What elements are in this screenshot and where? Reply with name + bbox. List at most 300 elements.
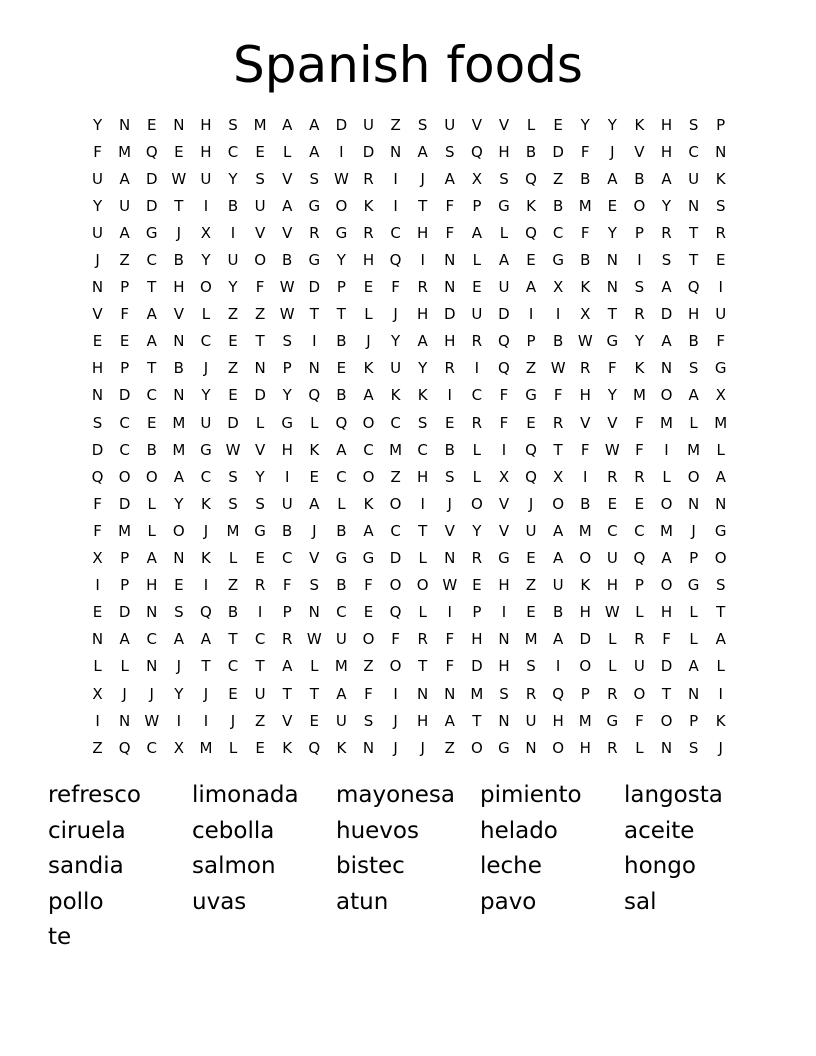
- grid-cell[interactable]: Y: [174, 684, 184, 703]
- grid-cell[interactable]: M: [714, 413, 728, 432]
- grid-cell[interactable]: P: [120, 576, 130, 595]
- grid-cell[interactable]: H: [498, 576, 510, 595]
- grid-cell[interactable]: B: [282, 521, 293, 540]
- grid-cell[interactable]: T: [336, 305, 346, 324]
- grid-cell[interactable]: E: [119, 332, 130, 351]
- grid-cell[interactable]: I: [257, 603, 263, 622]
- grid-cell[interactable]: H: [417, 305, 429, 324]
- grid-cell[interactable]: I: [718, 684, 723, 703]
- grid-cell[interactable]: L: [689, 603, 698, 622]
- grid-cell[interactable]: E: [255, 142, 265, 161]
- grid-cell[interactable]: L: [147, 521, 156, 540]
- grid-cell[interactable]: A: [661, 278, 672, 297]
- grid-cell[interactable]: K: [580, 576, 591, 595]
- grid-cell[interactable]: Z: [553, 169, 564, 188]
- grid-cell[interactable]: W: [306, 630, 322, 649]
- grid-cell[interactable]: S: [417, 413, 428, 432]
- grid-cell[interactable]: H: [281, 440, 293, 459]
- grid-cell[interactable]: D: [145, 169, 158, 188]
- grid-cell[interactable]: N: [444, 278, 456, 297]
- grid-cell[interactable]: D: [552, 142, 564, 161]
- grid-cell[interactable]: L: [635, 603, 644, 622]
- grid-cell[interactable]: C: [227, 142, 239, 161]
- grid-cell[interactable]: C: [200, 332, 212, 351]
- grid-cell[interactable]: S: [228, 494, 238, 513]
- grid-cell[interactable]: L: [472, 440, 482, 459]
- grid-cell[interactable]: F: [364, 576, 373, 595]
- grid-cell[interactable]: P: [689, 549, 699, 568]
- grid-cell[interactable]: Y: [472, 521, 482, 540]
- grid-cell[interactable]: R: [661, 223, 672, 242]
- grid-cell[interactable]: I: [501, 440, 507, 459]
- grid-cell[interactable]: K: [363, 196, 374, 215]
- grid-cell[interactable]: G: [498, 196, 510, 215]
- grid-cell[interactable]: S: [174, 603, 184, 622]
- grid-cell[interactable]: U: [362, 115, 374, 134]
- grid-cell[interactable]: N: [687, 494, 700, 513]
- grid-cell[interactable]: Z: [254, 305, 266, 324]
- grid-cell[interactable]: O: [362, 413, 375, 432]
- grid-cell[interactable]: A: [688, 386, 699, 405]
- grid-cell[interactable]: O: [660, 386, 673, 405]
- grid-cell[interactable]: P: [282, 359, 292, 378]
- grid-cell[interactable]: Y: [228, 169, 238, 188]
- grid-cell[interactable]: W: [577, 332, 593, 351]
- grid-cell[interactable]: Z: [227, 305, 239, 324]
- grid-cell[interactable]: I: [95, 576, 100, 595]
- grid-cell[interactable]: O: [389, 494, 402, 513]
- grid-cell[interactable]: Z: [525, 576, 537, 595]
- grid-cell[interactable]: J: [718, 738, 723, 757]
- grid-cell[interactable]: X: [498, 467, 510, 486]
- grid-cell[interactable]: R: [607, 738, 618, 757]
- grid-cell[interactable]: S: [526, 657, 536, 676]
- grid-cell[interactable]: E: [472, 278, 482, 297]
- grid-cell[interactable]: J: [203, 521, 209, 540]
- grid-cell[interactable]: A: [119, 223, 130, 242]
- grid-cell[interactable]: X: [92, 684, 103, 703]
- grid-cell[interactable]: C: [607, 521, 618, 540]
- grid-cell[interactable]: T: [228, 630, 238, 649]
- grid-cell[interactable]: T: [472, 711, 482, 730]
- grid-cell[interactable]: A: [417, 332, 428, 351]
- grid-cell[interactable]: V: [471, 115, 482, 134]
- grid-cell[interactable]: U: [606, 549, 618, 568]
- grid-cell[interactable]: I: [393, 684, 398, 703]
- grid-cell[interactable]: T: [716, 603, 726, 622]
- grid-cell[interactable]: S: [688, 738, 699, 757]
- grid-cell[interactable]: K: [201, 549, 211, 568]
- grid-cell[interactable]: I: [203, 576, 209, 595]
- grid-cell[interactable]: D: [254, 386, 266, 405]
- grid-cell[interactable]: G: [335, 549, 348, 568]
- grid-cell[interactable]: O: [633, 196, 646, 215]
- grid-cell[interactable]: B: [173, 251, 184, 270]
- grid-cell[interactable]: J: [528, 494, 534, 513]
- grid-cell[interactable]: M: [524, 630, 538, 649]
- grid-cell[interactable]: E: [526, 549, 536, 568]
- grid-cell[interactable]: A: [309, 142, 320, 161]
- grid-cell[interactable]: B: [634, 169, 645, 188]
- grid-cell[interactable]: K: [526, 196, 536, 215]
- grid-cell[interactable]: U: [552, 576, 564, 595]
- grid-cell[interactable]: I: [555, 657, 561, 676]
- grid-cell[interactable]: R: [634, 305, 645, 324]
- grid-cell[interactable]: V: [444, 521, 455, 540]
- grid-cell[interactable]: U: [525, 521, 537, 540]
- grid-cell[interactable]: A: [688, 657, 699, 676]
- grid-cell[interactable]: H: [91, 359, 104, 378]
- grid-cell[interactable]: V: [607, 413, 618, 432]
- grid-cell[interactable]: P: [120, 549, 130, 568]
- grid-cell[interactable]: C: [363, 440, 374, 459]
- grid-cell[interactable]: C: [390, 413, 401, 432]
- grid-cell[interactable]: B: [552, 603, 564, 622]
- grid-cell[interactable]: J: [393, 738, 398, 757]
- grid-cell[interactable]: J: [176, 223, 182, 242]
- grid-cell[interactable]: N: [660, 738, 673, 757]
- grid-cell[interactable]: W: [144, 711, 160, 730]
- grid-cell[interactable]: M: [687, 440, 701, 459]
- grid-cell[interactable]: F: [499, 413, 509, 432]
- grid-cell[interactable]: O: [660, 494, 673, 513]
- grid-cell[interactable]: N: [389, 142, 402, 161]
- grid-cell[interactable]: B: [688, 332, 699, 351]
- grid-cell[interactable]: V: [173, 305, 184, 324]
- grid-cell[interactable]: Q: [687, 278, 700, 297]
- grid-cell[interactable]: K: [417, 386, 428, 405]
- grid-cell[interactable]: A: [661, 549, 672, 568]
- grid-cell[interactable]: I: [176, 711, 182, 730]
- grid-cell[interactable]: U: [633, 657, 645, 676]
- grid-cell[interactable]: C: [390, 223, 401, 242]
- grid-cell[interactable]: T: [282, 684, 292, 703]
- grid-cell[interactable]: O: [660, 711, 673, 730]
- grid-cell[interactable]: C: [471, 386, 483, 405]
- grid-cell[interactable]: R: [471, 413, 483, 432]
- grid-cell[interactable]: Q: [633, 549, 646, 568]
- grid-cell[interactable]: D: [579, 630, 592, 649]
- grid-cell[interactable]: Y: [607, 386, 617, 405]
- grid-cell[interactable]: R: [363, 223, 374, 242]
- grid-cell[interactable]: B: [580, 494, 591, 513]
- grid-cell[interactable]: C: [227, 657, 239, 676]
- grid-cell[interactable]: G: [687, 576, 700, 595]
- grid-cell[interactable]: J: [149, 684, 154, 703]
- grid-cell[interactable]: G: [362, 549, 375, 568]
- grid-cell[interactable]: Y: [174, 494, 184, 513]
- grid-cell[interactable]: N: [606, 251, 618, 270]
- grid-cell[interactable]: O: [470, 494, 483, 513]
- grid-cell[interactable]: G: [498, 738, 510, 757]
- grid-cell[interactable]: I: [447, 603, 452, 622]
- grid-cell[interactable]: F: [445, 657, 455, 676]
- grid-cell[interactable]: B: [227, 196, 239, 215]
- grid-cell[interactable]: Y: [336, 251, 346, 270]
- grid-cell[interactable]: S: [255, 169, 265, 188]
- grid-cell[interactable]: A: [525, 278, 537, 297]
- grid-cell[interactable]: U: [471, 305, 483, 324]
- grid-cell[interactable]: M: [578, 711, 592, 730]
- grid-cell[interactable]: Q: [145, 142, 158, 161]
- grid-cell[interactable]: R: [580, 359, 591, 378]
- grid-cell[interactable]: K: [715, 711, 726, 730]
- grid-cell[interactable]: U: [335, 630, 347, 649]
- grid-cell[interactable]: S: [661, 251, 672, 270]
- grid-cell[interactable]: J: [203, 684, 209, 703]
- grid-cell[interactable]: F: [580, 223, 590, 242]
- grid-cell[interactable]: R: [634, 630, 645, 649]
- grid-cell[interactable]: J: [610, 142, 615, 161]
- grid-cell[interactable]: F: [635, 440, 644, 459]
- grid-cell[interactable]: L: [716, 657, 725, 676]
- grid-cell[interactable]: L: [147, 494, 156, 513]
- grid-cell[interactable]: B: [580, 169, 591, 188]
- grid-cell[interactable]: E: [228, 386, 238, 405]
- grid-cell[interactable]: I: [203, 711, 209, 730]
- grid-cell[interactable]: R: [525, 684, 537, 703]
- grid-cell[interactable]: A: [471, 223, 482, 242]
- grid-cell[interactable]: P: [282, 603, 292, 622]
- grid-cell[interactable]: R: [417, 278, 428, 297]
- grid-cell[interactable]: J: [393, 711, 398, 730]
- grid-cell[interactable]: A: [119, 630, 130, 649]
- grid-cell[interactable]: O: [389, 657, 402, 676]
- grid-cell[interactable]: A: [146, 332, 157, 351]
- grid-cell[interactable]: E: [255, 549, 265, 568]
- grid-cell[interactable]: B: [552, 332, 564, 351]
- grid-cell[interactable]: H: [173, 278, 185, 297]
- grid-cell[interactable]: F: [445, 630, 455, 649]
- grid-cell[interactable]: A: [607, 169, 618, 188]
- grid-cell[interactable]: U: [688, 169, 700, 188]
- grid-cell[interactable]: V: [498, 521, 510, 540]
- grid-cell[interactable]: N: [362, 738, 375, 757]
- grid-cell[interactable]: Q: [470, 142, 483, 161]
- grid-cell[interactable]: D: [660, 305, 673, 324]
- grid-cell[interactable]: J: [420, 738, 425, 757]
- grid-cell[interactable]: T: [309, 684, 319, 703]
- grid-cell[interactable]: A: [119, 169, 130, 188]
- grid-cell[interactable]: L: [120, 657, 129, 676]
- grid-cell[interactable]: L: [364, 305, 373, 324]
- grid-cell[interactable]: C: [146, 386, 157, 405]
- grid-cell[interactable]: Q: [308, 738, 321, 757]
- grid-cell[interactable]: E: [526, 603, 536, 622]
- grid-cell[interactable]: P: [634, 223, 644, 242]
- grid-cell[interactable]: J: [95, 251, 100, 270]
- grid-cell[interactable]: A: [553, 521, 564, 540]
- grid-cell[interactable]: H: [417, 467, 429, 486]
- grid-cell[interactable]: M: [334, 657, 348, 676]
- grid-cell[interactable]: A: [661, 169, 672, 188]
- grid-cell[interactable]: E: [363, 603, 374, 622]
- grid-cell[interactable]: L: [418, 549, 427, 568]
- grid-cell[interactable]: B: [525, 142, 537, 161]
- grid-cell[interactable]: O: [470, 738, 483, 757]
- grid-cell[interactable]: Y: [92, 115, 103, 134]
- grid-cell[interactable]: D: [660, 657, 673, 676]
- grid-cell[interactable]: J: [393, 305, 398, 324]
- grid-cell[interactable]: L: [689, 413, 698, 432]
- grid-cell[interactable]: B: [336, 576, 347, 595]
- grid-cell[interactable]: T: [418, 657, 428, 676]
- grid-cell[interactable]: U: [254, 684, 266, 703]
- grid-cell[interactable]: V: [580, 413, 591, 432]
- grid-cell[interactable]: H: [579, 386, 591, 405]
- grid-cell[interactable]: T: [309, 305, 319, 324]
- grid-cell[interactable]: E: [526, 413, 536, 432]
- grid-cell[interactable]: X: [173, 738, 184, 757]
- grid-cell[interactable]: L: [418, 603, 427, 622]
- grid-cell[interactable]: M: [199, 738, 213, 757]
- grid-cell[interactable]: J: [312, 521, 317, 540]
- grid-cell[interactable]: O: [416, 576, 429, 595]
- grid-cell[interactable]: D: [362, 142, 375, 161]
- grid-cell[interactable]: H: [417, 223, 429, 242]
- grid-cell[interactable]: V: [282, 223, 293, 242]
- grid-cell[interactable]: S: [499, 684, 509, 703]
- grid-cell[interactable]: W: [333, 169, 349, 188]
- grid-cell[interactable]: N: [308, 359, 320, 378]
- grid-cell[interactable]: I: [339, 142, 344, 161]
- grid-cell[interactable]: O: [660, 576, 673, 595]
- grid-cell[interactable]: J: [230, 711, 236, 730]
- grid-cell[interactable]: Y: [607, 223, 617, 242]
- grid-cell[interactable]: Q: [91, 467, 104, 486]
- grid-cell[interactable]: G: [335, 223, 348, 242]
- grid-cell[interactable]: O: [579, 549, 592, 568]
- grid-cell[interactable]: U: [498, 278, 510, 297]
- grid-cell[interactable]: O: [579, 657, 592, 676]
- grid-cell[interactable]: J: [122, 684, 127, 703]
- grid-cell[interactable]: M: [172, 413, 186, 432]
- grid-cell[interactable]: R: [471, 332, 483, 351]
- grid-cell[interactable]: S: [417, 115, 428, 134]
- grid-cell[interactable]: G: [498, 549, 510, 568]
- grid-cell[interactable]: I: [420, 494, 425, 513]
- grid-cell[interactable]: H: [498, 142, 510, 161]
- grid-cell[interactable]: U: [281, 494, 293, 513]
- grid-cell[interactable]: R: [552, 413, 564, 432]
- grid-cell[interactable]: O: [633, 684, 646, 703]
- grid-cell[interactable]: M: [578, 196, 592, 215]
- grid-cell[interactable]: U: [335, 711, 347, 730]
- grid-cell[interactable]: T: [418, 196, 428, 215]
- grid-cell[interactable]: I: [284, 467, 290, 486]
- grid-cell[interactable]: P: [120, 278, 130, 297]
- grid-cell[interactable]: C: [119, 440, 130, 459]
- grid-cell[interactable]: Q: [118, 738, 131, 757]
- grid-cell[interactable]: N: [173, 115, 185, 134]
- grid-cell[interactable]: A: [200, 630, 212, 649]
- grid-cell[interactable]: L: [472, 251, 482, 270]
- grid-cell[interactable]: H: [471, 630, 483, 649]
- grid-cell[interactable]: C: [634, 521, 645, 540]
- grid-cell[interactable]: M: [118, 521, 132, 540]
- grid-cell[interactable]: I: [555, 305, 561, 324]
- grid-cell[interactable]: W: [442, 576, 458, 595]
- grid-cell[interactable]: K: [363, 359, 374, 378]
- grid-cell[interactable]: N: [173, 386, 185, 405]
- grid-cell[interactable]: S: [228, 115, 238, 134]
- grid-cell[interactable]: I: [718, 278, 723, 297]
- grid-cell[interactable]: K: [634, 359, 645, 378]
- grid-cell[interactable]: I: [447, 386, 452, 405]
- grid-cell[interactable]: S: [309, 576, 320, 595]
- grid-cell[interactable]: A: [146, 305, 157, 324]
- grid-cell[interactable]: I: [583, 467, 588, 486]
- grid-cell[interactable]: L: [283, 142, 292, 161]
- grid-cell[interactable]: E: [92, 603, 103, 622]
- grid-cell[interactable]: Y: [201, 386, 211, 405]
- grid-cell[interactable]: G: [200, 440, 212, 459]
- grid-cell[interactable]: E: [553, 115, 563, 134]
- grid-cell[interactable]: W: [604, 603, 620, 622]
- grid-cell[interactable]: D: [443, 305, 456, 324]
- grid-cell[interactable]: I: [528, 305, 534, 324]
- grid-cell[interactable]: E: [526, 251, 536, 270]
- grid-cell[interactable]: U: [390, 359, 402, 378]
- grid-cell[interactable]: E: [228, 332, 238, 351]
- grid-cell[interactable]: P: [716, 115, 726, 134]
- grid-cell[interactable]: V: [254, 440, 266, 459]
- grid-cell[interactable]: W: [225, 440, 241, 459]
- grid-cell[interactable]: L: [662, 467, 671, 486]
- grid-cell[interactable]: B: [336, 386, 347, 405]
- grid-cell[interactable]: J: [420, 169, 425, 188]
- grid-cell[interactable]: N: [119, 115, 131, 134]
- grid-cell[interactable]: M: [118, 142, 132, 161]
- grid-cell[interactable]: M: [660, 521, 673, 540]
- grid-cell[interactable]: I: [501, 603, 507, 622]
- grid-cell[interactable]: L: [716, 440, 725, 459]
- grid-cell[interactable]: E: [228, 684, 238, 703]
- grid-cell[interactable]: N: [606, 278, 618, 297]
- grid-cell[interactable]: B: [146, 440, 157, 459]
- grid-cell[interactable]: G: [308, 196, 321, 215]
- grid-cell[interactable]: J: [366, 332, 371, 351]
- grid-cell[interactable]: M: [632, 386, 646, 405]
- grid-cell[interactable]: G: [525, 386, 537, 405]
- grid-cell[interactable]: C: [336, 467, 347, 486]
- grid-cell[interactable]: I: [203, 196, 209, 215]
- grid-cell[interactable]: B: [580, 251, 591, 270]
- grid-cell[interactable]: E: [309, 711, 320, 730]
- grid-cell[interactable]: F: [635, 711, 644, 730]
- grid-cell[interactable]: T: [689, 251, 699, 270]
- grid-cell[interactable]: S: [309, 169, 320, 188]
- grid-cell[interactable]: K: [309, 440, 320, 459]
- grid-cell[interactable]: F: [391, 630, 400, 649]
- grid-cell[interactable]: D: [118, 494, 131, 513]
- grid-cell[interactable]: Y: [228, 278, 238, 297]
- grid-cell[interactable]: B: [336, 332, 347, 351]
- grid-cell[interactable]: X: [553, 278, 564, 297]
- grid-cell[interactable]: H: [687, 305, 700, 324]
- grid-cell[interactable]: L: [689, 630, 698, 649]
- grid-cell[interactable]: L: [337, 494, 346, 513]
- grid-cell[interactable]: I: [95, 711, 100, 730]
- grid-cell[interactable]: T: [255, 332, 265, 351]
- grid-cell[interactable]: F: [445, 223, 455, 242]
- grid-cell[interactable]: U: [227, 251, 239, 270]
- grid-cell[interactable]: N: [498, 711, 510, 730]
- grid-cell[interactable]: K: [580, 278, 591, 297]
- grid-cell[interactable]: I: [393, 196, 398, 215]
- grid-cell[interactable]: F: [553, 386, 563, 405]
- grid-cell[interactable]: C: [552, 223, 564, 242]
